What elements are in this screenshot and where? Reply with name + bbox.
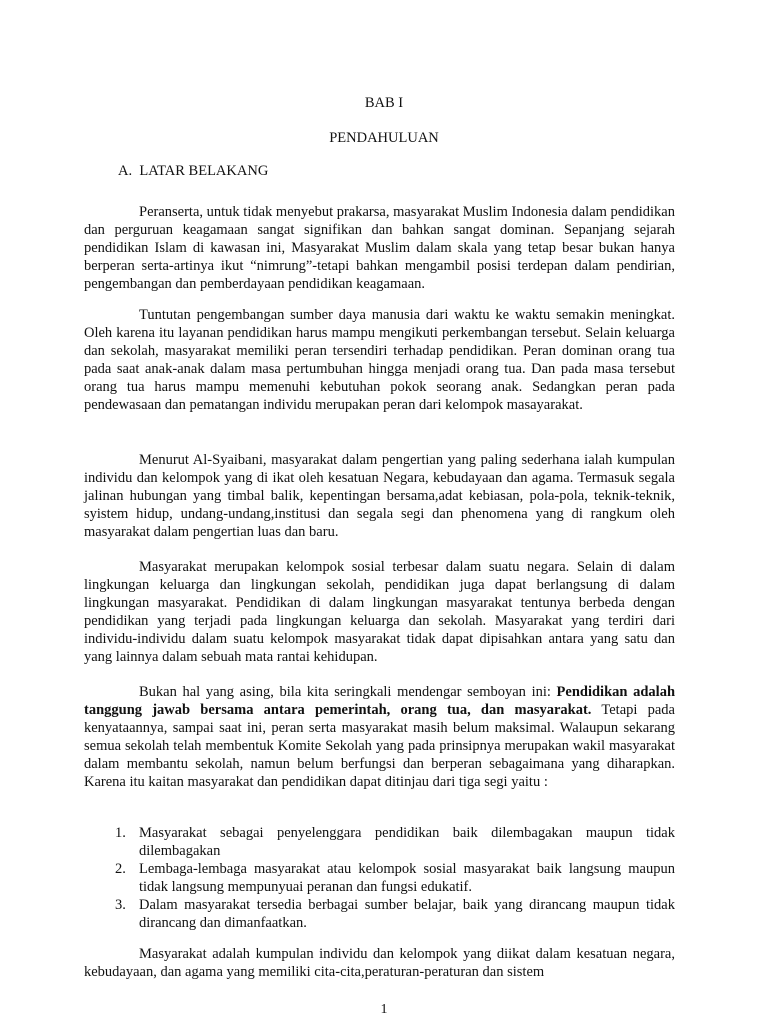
paragraph-5 [84,683,675,791]
aspects-list [115,824,675,932]
paragraph-3: Menurut Al-Syaibani, masyarakat dalam pengertian yang paling sederhana ialah kumpulan individu dan kelompok yang di ikat oleh kesatuan Negara, kebudayaan dan agama. Termasuk segala jalinan hubungan yang timbal balik, kepentingan bersama,adat kebiasan, pola-pola, teknik-teknik, syistem hidup, undang-undang,institusi dan segala segi dan phenomena yang di rangkum oleh masyarakat dalam pengertian luas dan baru. [84,452,675,540]
paragraph-2: Tuntutan pengembangan sumber daya manusia dari waktu ke waktu semakin meningkat. Oleh karena itu layanan pendidikan harus mampu mengikuti perkembangan tersebut. Selain keluarga dan sekolah, masyarakat memiliki peran tersendiri terhadap pendidikan. Peran dominan orang tua pada saat anak-anak dalam masa pertumbuhan hingga menjadi orang tua. Dan pada masa tersebut orang tua harus mampu memenuhi kebutuhan pokok seorang anak. Sedangkan peran pada pendewasaan dan pematangan individu merupakan peran dari kelompok masayarakat. [84,307,675,413]
paragraph-5-rest: Tetapi pada kenyataannya, sampai saat ini, peran serta masyarakat masih belum maksimal. Walaupun sekarang semua sekolah telah membentuk Komite Sekolah yang pada prinsipnya merupakan wakil masyarakat dalam membantu sekolah, namun belum berfungsi dan berperan sebagaimana yang diharapkan. Karena itu kaitan masyarakat dan pendidikan dapat ditinjau dari tiga segi yaitu : [84,702,675,790]
chapter-label: BAB I [364,95,404,111]
section-title: LATAR BELAKANG [139,163,269,179]
list-item-number: 2. [115,861,126,877]
motto-bold-text: Pendidikan adalah tanggung jawab bersama antara pemerintah, orang tua, dan masyarakat. [84,684,676,718]
list-item-text: Masyarakat sebagai penyelenggara pendidikan baik dilembagakan maupun tidak dilembagakan [139,825,675,859]
list-item [115,824,675,860]
section-heading [118,163,268,180]
list-item [115,860,675,896]
paragraph-1: Peranserta, untuk tidak menyebut prakarsa, masyarakat Muslim Indonesia dalam pendidikan dan perguruan keagamaan sangat signifikan dan bahkan sangat dominan. Sepanjang sejarah pendidikan Islam di kawasan ini, Masyarakat Muslim dalam skala yang tetap besar bukan hanya berperan serta-artinya ikut “nimrung”-tetapi bahkan mengambil posisi terdepan dalam pendirian, pengembangan dan pemberdayaan pendidikan keagamaan. [84,204,675,292]
page-number: 1 [380,1002,388,1017]
section-marker: A. [118,163,133,179]
list-item-text: Dalam masyarakat tersedia berbagai sumber belajar, baik yang dirancang maupun tidak dirancang dan dimanfaatkan. [139,897,675,931]
list-item-number: 3. [115,897,126,913]
paragraph-6: Masyarakat adalah kumpulan individu dan kelompok yang diikat dalam kesatuan negara, kebudayaan, dan agama yang memiliki cita-cita,peraturan-peraturan dan sistem [84,946,675,980]
paragraph-4: Masyarakat merupakan kelompok sosial terbesar dalam suatu negara. Selain di dalam lingkungan keluarga dan lingkungan sekolah, pendidikan juga dapat berlangsung di dalam lingkungan masyarakat. Pendidikan di dalam lingkungan masyarakat tentunya berbeda dengan pendidikan yang terjadi pada lingkungan keluarga dan sekolah. Masyarakat yang terdiri dari individu-individu dalam suatu kelompok masyarakat tidak dapat dipisahkan antara yang satu dan yang lainnya dalam sebuah mata rantai kehidupan. [84,559,675,665]
list-item-text: Lembaga-lembaga masyarakat atau kelompok sosial masyarakat baik langsung maupun tidak langsung mempunyuai peranan dan fungsi edukatif. [139,861,675,895]
list-item [115,896,675,932]
chapter-title: PENDAHULUAN [329,130,439,146]
list-item-number: 1. [115,825,126,841]
paragraph-5-lead: Bukan hal yang asing, bila kita seringkali mendengar semboyan ini: [139,684,557,700]
